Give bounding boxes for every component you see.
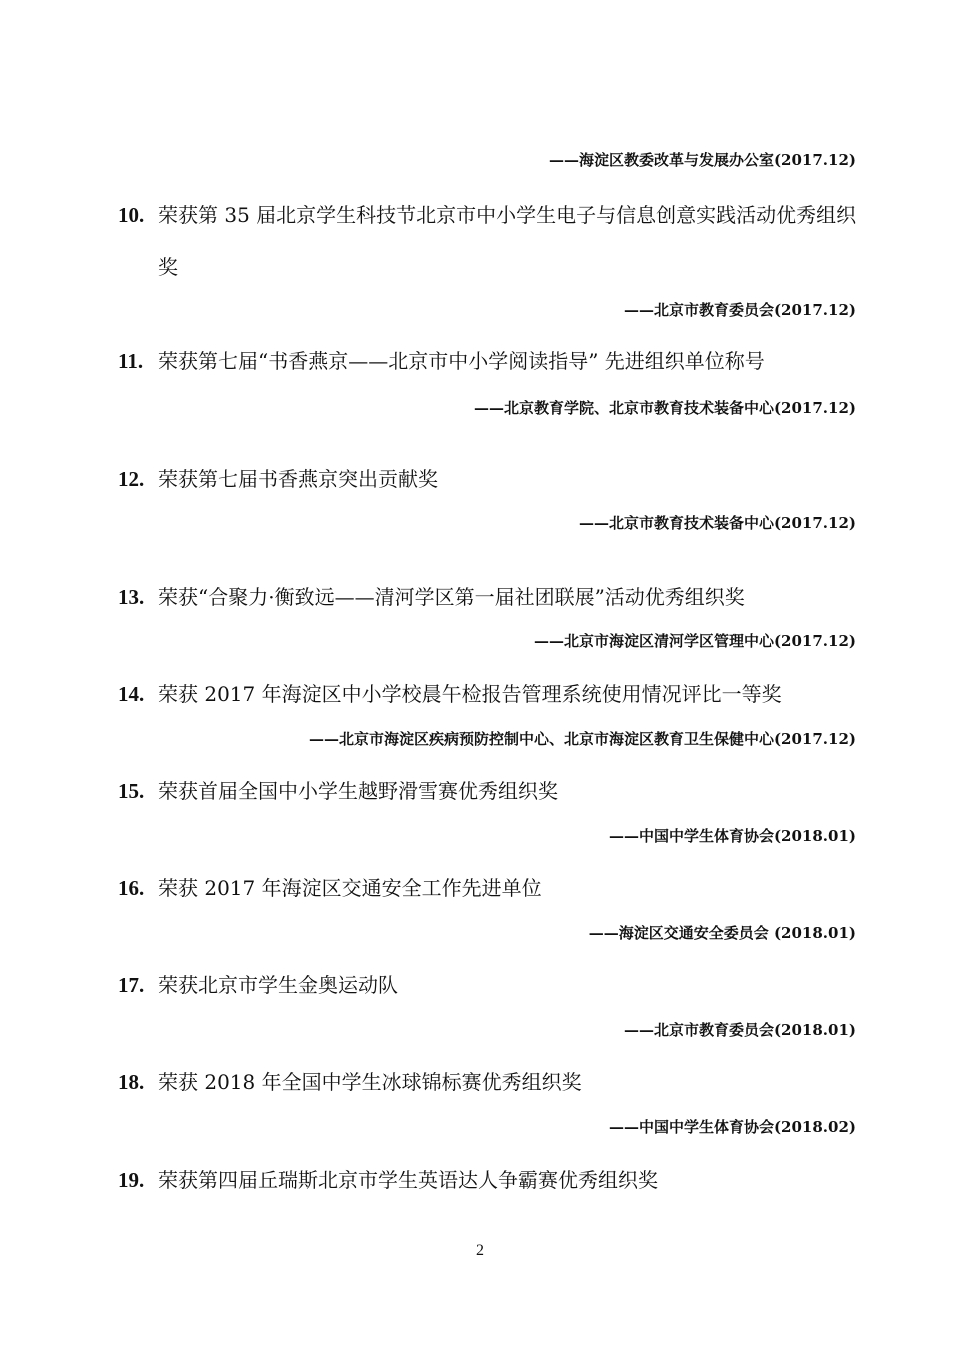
entry-number: 17. [118, 973, 145, 997]
entry-number: 15. [118, 779, 145, 803]
entry-source-16: ——海淀区交通安全委员会 (2018.01) [588, 924, 856, 942]
entry-source-10: ——北京市教育委员会(2017.12) [623, 301, 856, 319]
entry-number: 16. [118, 876, 145, 900]
entry-number: 14. [118, 682, 145, 706]
entry-text: 荣获北京市学生金奥运动队 [158, 973, 398, 997]
top-source-attribution: ——海淀区教委改革与发展办公室(2017.12) [548, 151, 856, 169]
entry-text: 荣获 2018 年全国中学生冰球锦标赛优秀组织奖 [158, 1070, 582, 1094]
entry-text: 荣获第四届丘瑞斯北京市学生英语达人争霸赛优秀组织奖 [158, 1168, 658, 1192]
entry-source-15: ——中国中学生体育协会(2018.01) [608, 827, 856, 845]
entry-text: 荣获首届全国中小学生越野滑雪赛优秀组织奖 [158, 779, 558, 803]
entry-source-12: ——北京市教育技术装备中心(2017.12) [578, 514, 856, 532]
entry-number: 18. [118, 1070, 145, 1094]
entry-text: 荣获“合聚力·衡致远——清河学区第一届社团联展”活动优秀组织奖 [158, 585, 745, 609]
entry-text: 荣获第七届书香燕京突出贡献奖 [158, 467, 438, 491]
entry-source-18: ——中国中学生体育协会(2018.02) [608, 1118, 856, 1136]
page-number: 2 [476, 1242, 484, 1259]
entry-text: 荣获 2017 年海淀区交通安全工作先进单位 [158, 876, 542, 900]
entry-number: 11. [118, 349, 144, 373]
entry-source-11: ——北京教育学院、北京市教育技术装备中心(2017.12) [473, 399, 856, 417]
entry-number: 10. [118, 203, 145, 227]
entry-number: 12. [118, 467, 145, 491]
entry-source-14: ——北京市海淀区疾病预防控制中心、北京市海淀区教育卫生保健中心(2017.12) [308, 730, 856, 748]
entry-source-13: ——北京市海淀区清河学区管理中心(2017.12) [533, 632, 856, 650]
entry-source-17: ——北京市教育委员会(2018.01) [623, 1021, 856, 1039]
entry-number: 19. [118, 1168, 145, 1192]
entry-number: 13. [118, 585, 145, 609]
entry-text: 荣获第七届“书香燕京——北京市中小学阅读指导” 先进组织单位称号 [158, 349, 765, 373]
entry-text: 荣获第 35 届北京学生科技节北京市中小学生电子与信息创意实践活动优秀组织奖 [158, 203, 857, 279]
entry-text: 荣获 2017 年海淀区中小学校晨午检报告管理系统使用情况评比一等奖 [158, 682, 782, 706]
